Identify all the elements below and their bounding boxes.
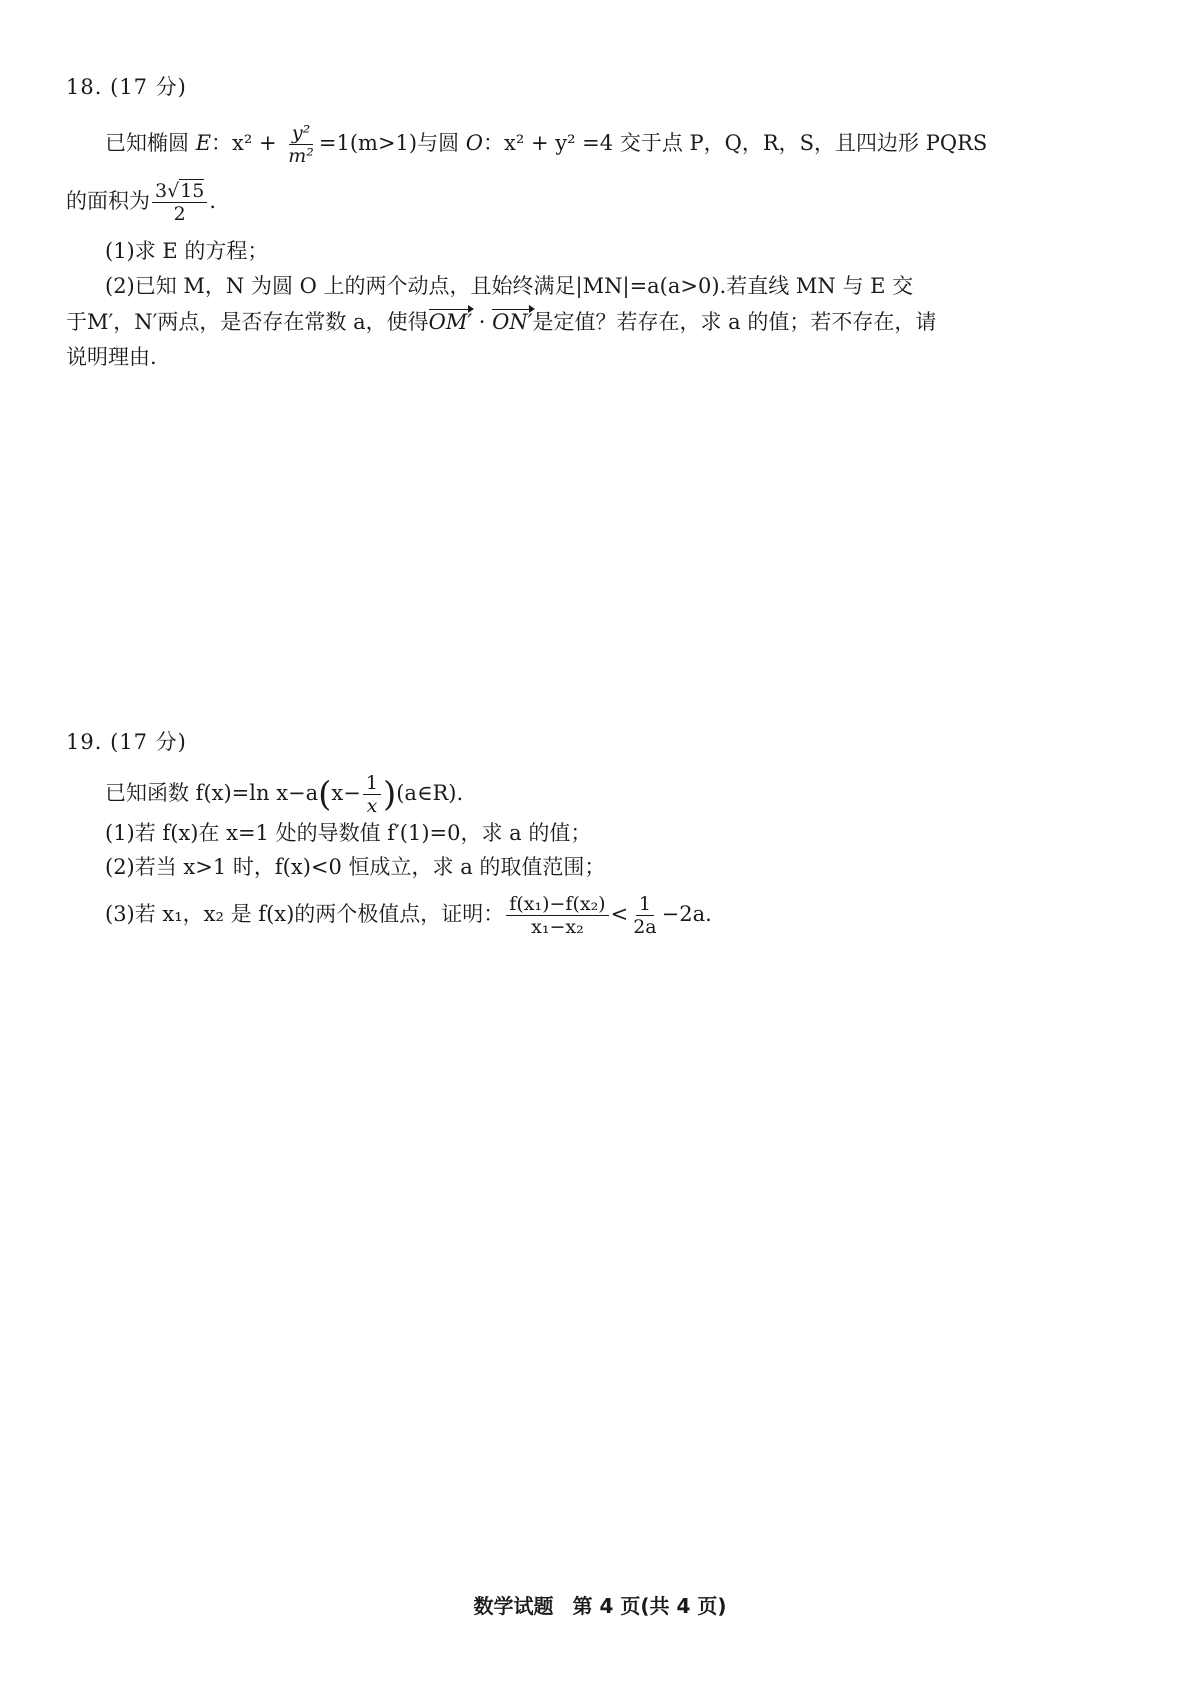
q19-intro-b: (a∈R). bbox=[396, 781, 464, 805]
q19-points: (17 分) bbox=[110, 730, 187, 754]
page-footer bbox=[0, 1590, 1200, 1619]
q19-frac-den: x bbox=[366, 795, 378, 817]
q18-area-suffix: . bbox=[209, 189, 217, 213]
q19-intro-a: 已知函数 f(x)=ln x−a bbox=[105, 781, 319, 805]
q18-circle-eq: ：x² + y² =4 bbox=[483, 131, 614, 155]
q18-area-prefix: 的面积为 bbox=[66, 189, 150, 213]
q19-intro-fraction bbox=[363, 772, 381, 817]
q18-area-line bbox=[66, 180, 216, 225]
q19-part3-fraction2 bbox=[630, 893, 659, 938]
q19-header bbox=[66, 727, 187, 757]
q18-vector-on: ON′ bbox=[492, 310, 533, 334]
q19-part3-num: f(x₁)−f(x₂) bbox=[506, 893, 608, 916]
q18-area-num-radicand: 15 bbox=[180, 180, 205, 202]
footer-page: 第 4 页(共 4 页) bbox=[572, 1594, 727, 1618]
q18-part1: (1)求 E 的方程； bbox=[105, 239, 269, 263]
q18-ellipse-fraction bbox=[285, 122, 317, 167]
q19-part3-frac2-den: 2a bbox=[633, 916, 657, 938]
q18-intro-line bbox=[105, 122, 987, 167]
q18-part2-b1: 于M′，N′两点，是否存在常数 a，使得 bbox=[66, 310, 429, 334]
q19-inner-a: x− bbox=[331, 781, 361, 805]
q18-number: 18. bbox=[66, 75, 103, 99]
q19-part3-b: −2a. bbox=[661, 902, 712, 926]
footer-subject: 数学试题 bbox=[473, 1594, 554, 1618]
q19-part3-fraction bbox=[506, 893, 608, 938]
q18-part2-b2: 是定值？若存在，求 a 的值；若不存在，请 bbox=[532, 310, 937, 334]
q18-intro-a: 已知椭圆 bbox=[105, 131, 189, 155]
q19-part3-lt: < bbox=[610, 902, 629, 926]
q18-frac-num: y² bbox=[289, 122, 313, 145]
q18-intro-b: 交于点 P，Q，R，S，且四边形 PQRS bbox=[619, 131, 988, 155]
q18-vector-om: OM′ bbox=[428, 310, 473, 334]
q18-area-num: 3√15 bbox=[152, 180, 207, 203]
q18-ellipse-name: E bbox=[195, 131, 212, 155]
q18-circle-name: O bbox=[465, 131, 484, 155]
q18-part2-c: 说明理由. bbox=[66, 345, 157, 369]
q18-area-num-coef: 3 bbox=[155, 180, 168, 202]
q18-points: (17 分) bbox=[110, 75, 187, 99]
q19-left-paren: ( bbox=[318, 774, 332, 815]
q18-part2-a: (2)已知 M，N 为圆 O 上的两个动点，且始终满足|MN|=a(a>0).若直线 MN 与 E 交 bbox=[105, 274, 914, 298]
q19-frac-num: 1 bbox=[363, 772, 381, 795]
q19-part3 bbox=[105, 893, 712, 938]
q18-part2-b bbox=[66, 307, 936, 337]
q18-ellipse-eq-prefix: ：x² + bbox=[211, 131, 284, 155]
q19-intro-line bbox=[105, 772, 463, 817]
q18-dot: · bbox=[472, 310, 493, 334]
q19-right-paren: ) bbox=[382, 774, 397, 815]
q19-part1: (1)若 f(x)在 x=1 处的导数值 f′(1)=0，求 a 的值； bbox=[105, 821, 592, 845]
q18-frac-den: m² bbox=[288, 145, 314, 167]
q19-part3-den: x₁−x₂ bbox=[531, 916, 584, 938]
q19-part3-frac2-num: 1 bbox=[636, 893, 654, 916]
q19-part2: (2)若当 x>1 时，f(x)<0 恒成立，求 a 的取值范围； bbox=[105, 855, 606, 879]
q19-number: 19. bbox=[66, 730, 103, 754]
q19-part3-a: (3)若 x₁，x₂ 是 f(x)的两个极值点，证明： bbox=[105, 902, 505, 926]
q18-area-fraction bbox=[152, 180, 207, 225]
q18-area-den: 2 bbox=[173, 203, 186, 225]
q18-ellipse-eq-suffix: =1(m>1)与圆 bbox=[318, 131, 460, 155]
q18-header bbox=[66, 72, 187, 102]
